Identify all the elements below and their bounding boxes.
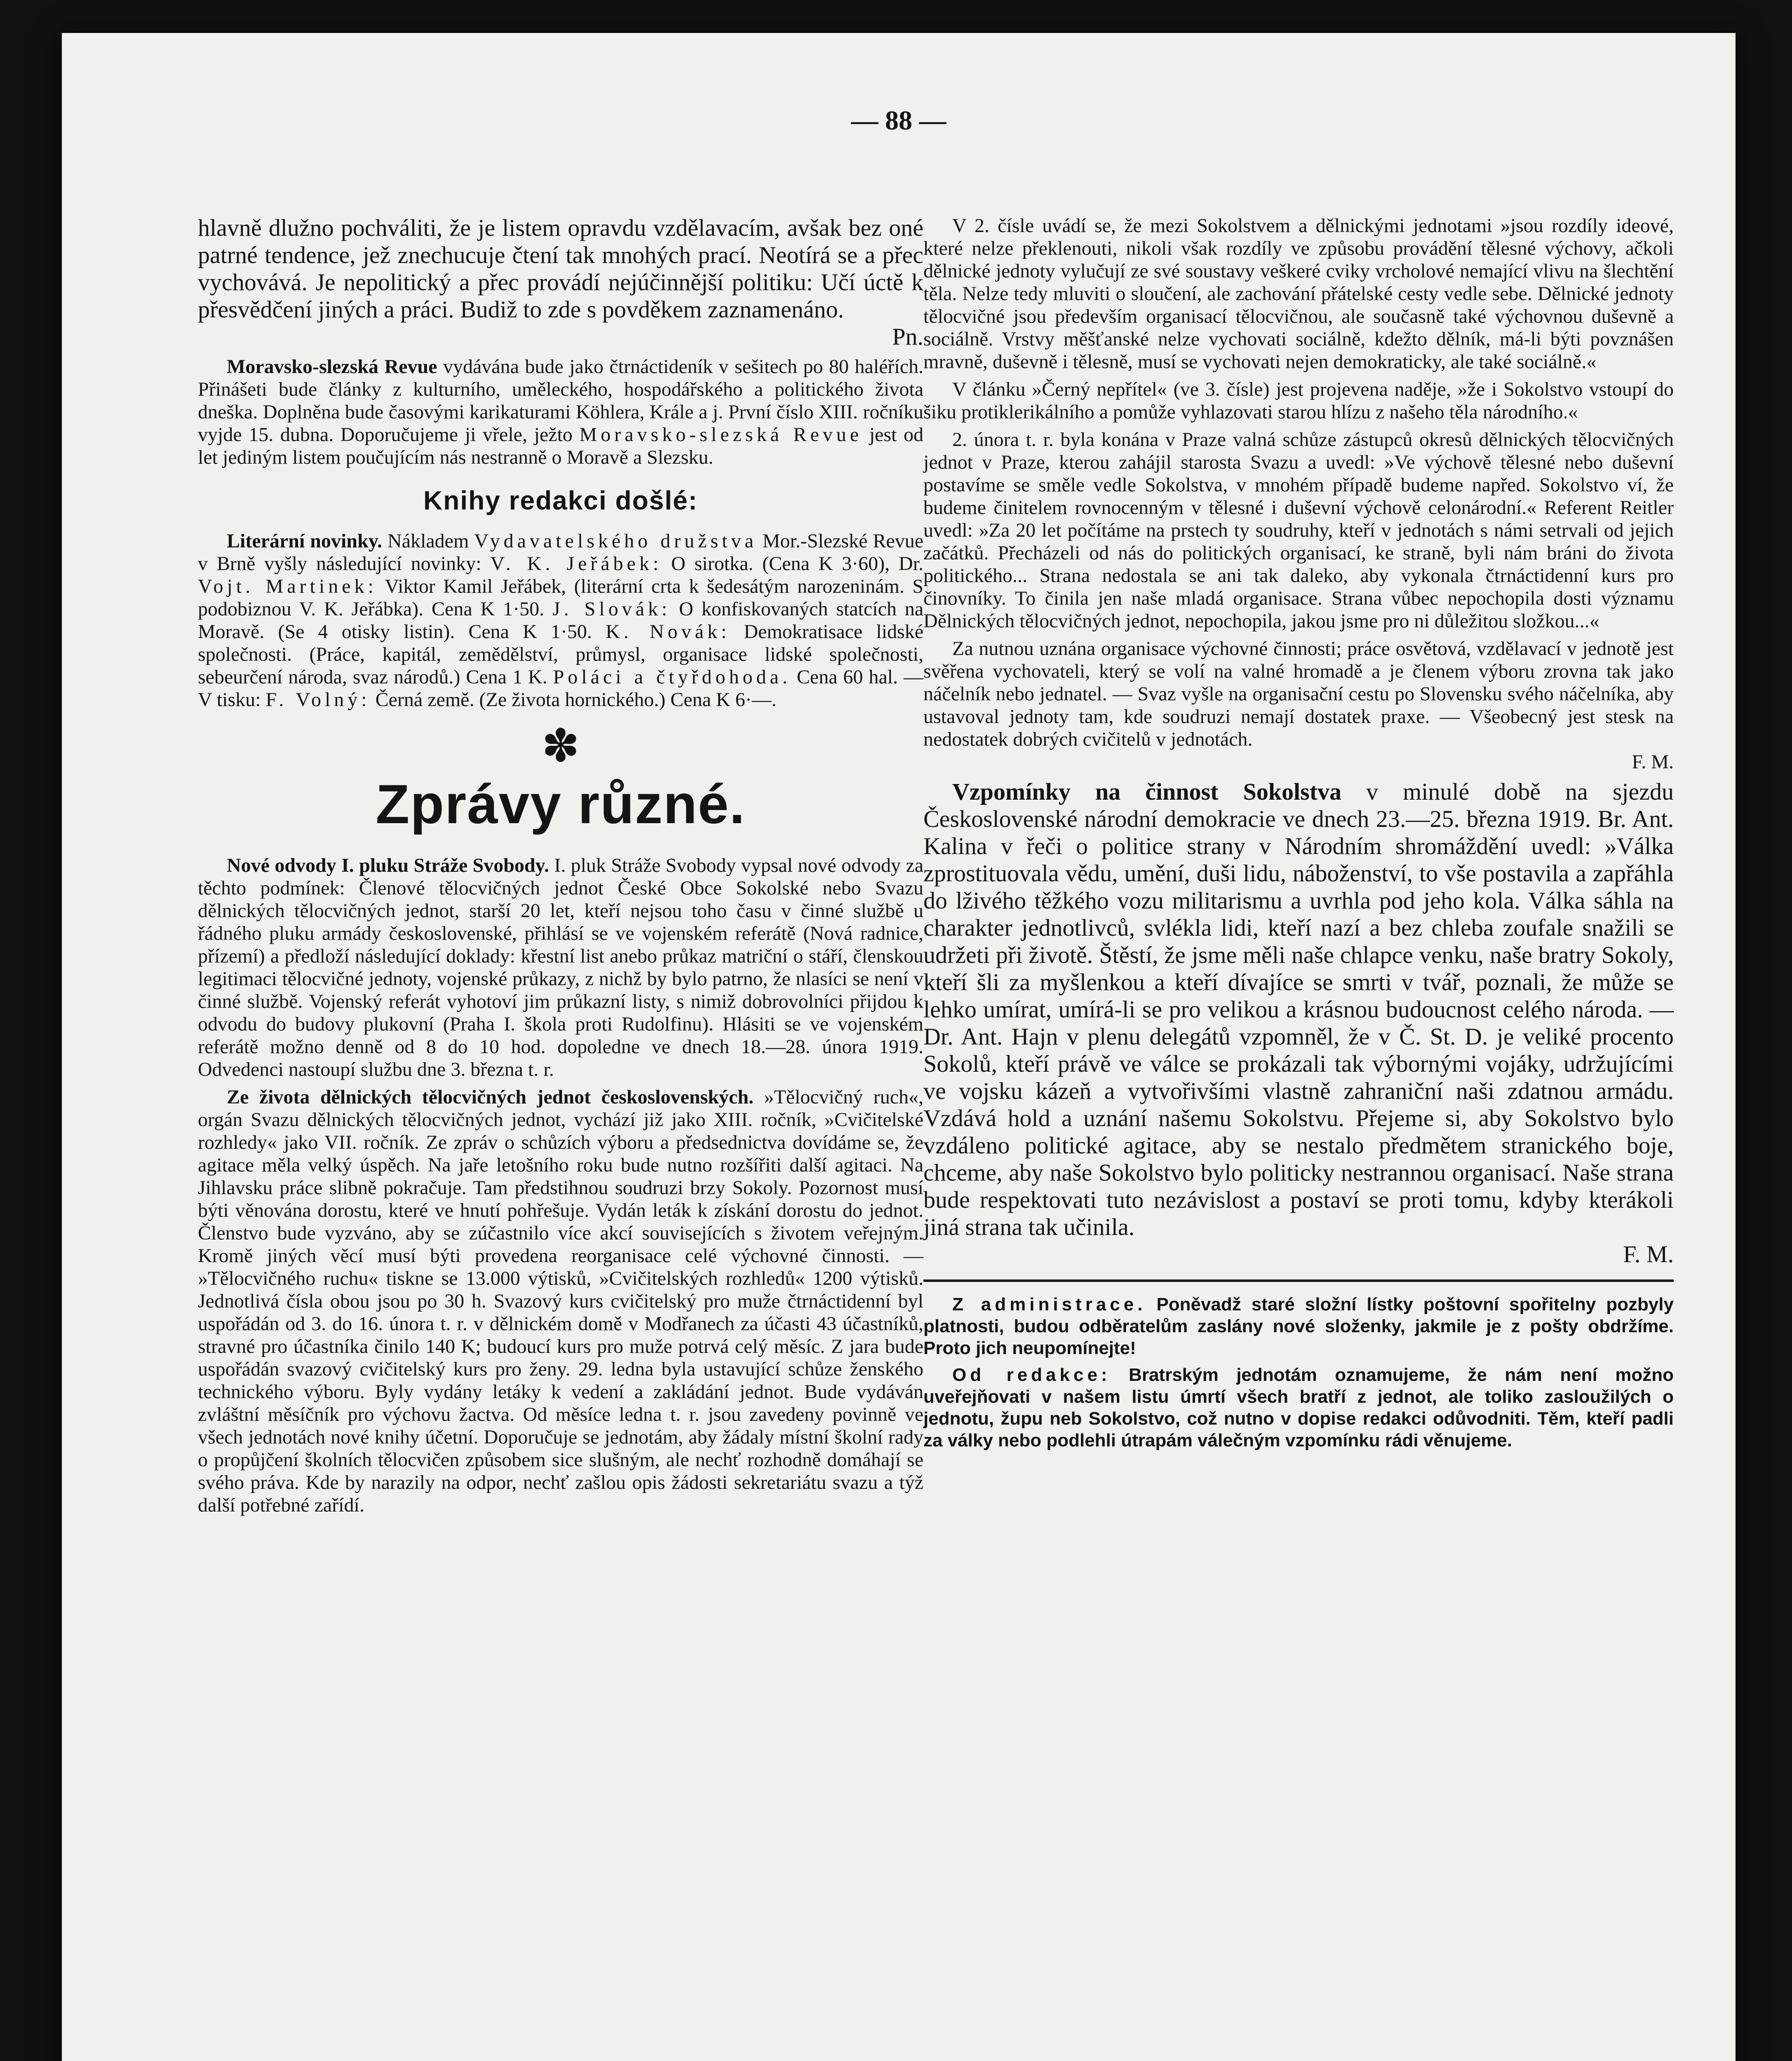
books-e: O konfiskovaných statcích na Moravě. (Se 4 otisky listin). Cena K 1·50. [198,598,924,643]
black-enemy-paragraph: V článku »Černý nepřítel« (ve 3. čísle) jest projevena naděje, »že i Sokolstvo vstoupí do šiku protiklerikálního a pomůže vyhlazovati starou hlízu z našeho těla národního.« [923,378,1674,423]
books-h: Černá země. (Ze života hornického.) Cena K 6·—. [375,689,777,711]
memories-signature: F. M. [1623,1241,1674,1268]
revue-lead: Moravsko-slezská Revue [227,356,437,378]
books-author-3: J. Slovák: [552,598,671,620]
books-c: O sirotka. (Cena K 3·60), Dr. [671,553,924,575]
recruitment-paragraph [198,854,923,1081]
administration-lead: Z administrace. [952,1294,1146,1315]
memories-paragraph [923,778,1674,1268]
books-lead: Literární novinky. [227,530,383,552]
right-column [923,214,1674,1456]
memories-text: v minulé době na sjezdu Československé národní demokracie ve dnech 23.—25. března 1919. Br. Ant. Kalina v řeči o politice strany v Národním shromáždění uvedl: »Válka zprostituovala vědu, umění, duši lidu, náboženství, to vše postavila a zapřáhla do lživého těžkého vozu militarismu a uvrhla pod jeho kola. Válka sáhla na charakter jednotlivců, svlékla lidi, kteří nazí a bez chleba zoufale snažili se udržeti při životě. Štěstí, že jsme měli naše chlapce venku, naše bratry Sokoly, kteří šli za myšlenkou a kteří dívajíce se smrti v tvář, poznali, že může se lehko umírat, umírá-li se pro velikou a krásnou budoucnost celého národa. — Dr. Ant. Hajn v plenu delegátů vzpomněl, že v Č. St. D. je veliké procento Sokolů, kteří právě ve válce se prokázali tak výbornými vojáky, udržujícími ve vojsku kázeň a vytvořivšími vlastně zahraniční naši zdatnou armádu. Vzdává hold a uznání našemu Sokolstvu. Přejeme si, aby Sokolstvo bylo vzdáleno politické agitace, aby se nestalo předmětem stranického boje, chceme, aby naše Sokolstvo bylo politicky nestrannou organisací. Naše strana bude respektovati tuto nezávislost a postaví se proti tomu, kdyby kterákoli jiná strana tak učinila. [923,778,1674,1240]
page-sheet [62,33,1736,2061]
flower-ornament-icon: ✽ [541,721,580,771]
left-column [198,214,923,1521]
memories-lead: Vzpomínky na činnost Sokolstva [952,778,1342,805]
books-publisher: Vydavatelského družstva [474,530,757,552]
books-author-5: Poláci a čtyřdohoda. [553,666,791,688]
revue-spaced: Moravsko-slezská Revue [579,424,863,446]
recruitment-lead: Nové odvody I. pluku Stráže Svobody. [227,854,549,876]
books-author-2: Vojt. Martinek: [198,575,377,597]
books-author-6: F. Volný: [265,689,371,711]
education-paragraph [923,637,1674,773]
editorial-lead: Od redakce: [952,1365,1111,1385]
editorial-notice [923,1364,1674,1451]
divider [923,1279,1674,1282]
books-a: Nákladem [388,530,469,552]
news-title: Zprávy různé. [376,774,746,835]
revue-tail: jest od let jediným listem poučujícím nás nestranně o Moravě a Slezsku. [198,424,923,468]
administration-notice [923,1293,1674,1359]
revue-text: vydávána bude jako čtrnáctideník v sešitech po 80 haléřích. Přinášeti bude články z kulturního, uměleckého, hospodářského a politického života dneška. Doplněna bude časovými karikaturami Köhlera, Krále a j. První číslo XIII. ročníku vyjde 15. dubna. Doporučujeme ji vřele, ježto [198,356,924,446]
workers-gym-lead: Ze života dělnických tělocvičných jednot československých. [227,1086,754,1108]
notices [923,1293,1674,1451]
books-paragraph [198,530,923,711]
review-signature: Pn. [892,323,923,350]
revue-paragraph [198,355,923,469]
books-author-1: V. K. Jeřábek: [490,553,662,575]
review-text: hlavně dlužno pochváliti, že je listem opravdu vzdělavacím, avšak bez oné patrné tendence, jež znechucuje čtení tak mnohých prací. Neotírá se a přec vychovává. Je nepolitický a přec provádí nejúčinnější politiku: Učí úctě k přesvědčení jiných a práci. Budiž to zde s povděkem zaznamenáno. [198,214,923,323]
recruitment-text: I. pluk Stráže Svobody vypsal nové odvody za těchto podmínek: Členové tělocvičných jednot České Obce Sokolské nebo Svazu dělnických tělocvičných jednot, starší 20 let, kteří nejsou toho času v činné službě u řádného pluku armády československé, přihlásí se ve vojenském referátě (Nová radnice, přízemí) a předloží následující doklady: křestní list anebo průkaz matriční o stáří, členskou legitimaci tělocvičné jednoty, vojenské průkazy, z nichž by bylo patrno, že nlasíci se není v činné službě. Vojenský referát vyhotoví jim průkazní listy, s nimiž dobrovolníci přijdou k odvodu do budovy plukovní (Praha I. škola proti Rudolfinu). Hlásiti se ve vojenském referátě možno denně od 8 do 10 hod. dopoledne ve dnech 18.—28. února 1919. Odvedenci nastoupí službu dne 3. března t. r. [198,854,923,1080]
books-author-4: K. Novák: [606,621,730,643]
education-text: Za nutnou uznána organisace výchovné činnosti; práce osvětová, vzdělavací v jednotě jest svěřena vychovateli, který se volí na valné hromadě a je členem výboru zrovna tak jako náčelník nebo jednatel. — Svaz vyšle na organisační cestu po Slovensku svého náčelníka, aby ustavoval jednoty tam, kde soudruzi nemají dostatek praxe. — Všeobecný jest stesk na nedostatek dobrých cvičitelů v jednotách. [923,638,1674,750]
workers-gym-text: »Tělocvičný ruch«, orgán Svazu dělnických tělocvičných jednot, vychází již jako XIII. ročník, »Cvičitelské rozhledy« jako VII. ročník. Ze zpráv o schůzích výboru a předsednictva dovídáme se, že agitace měla velký úspěch. Na jaře letošního roku bude nutno rozšířiti další agitaci. Na Jihlavsku práce slibně pokračuje. Tam předstihnou soudruzi brzy Sokoly. Pozornost musí býti věnována dorostu, které ve hnutí pohřešuje. Vydán leták k získání dorostu do jednot. Členstvo bude vyzváno, aby se zúčastnilo více akcí souvisejících s životem veřejným. Kromě jiných věcí musí býti provedena reorganisace celé výchovné činnosti. — »Tělocvičného ruchu« tiskne se 13.000 výtisků, »Cvičitelských rozhledů« 1200 výtisků. Jednotlivá čísla obou jsou po 30 h. Svazový kurs cvičitelský pro muže čtrnáctidenní byl uspořádán od 3. do 16. února t. r. v dělnickém domě v Modřanech za účasti 43 účastníků, stravné pro účastníka činilo 140 K; budoucí kurs pro muže potrvá celý měsíc. Z jara bude uspořádán svazový cvičitelský kurs pro ženy. 29. ledna byla ustavující schůze ženského technického výboru. Byly vydány letáky k vedení a zakládání jednot. Bude vydáván zvláštní měsíčník pro výchovu žactva. Od měsíce ledna t. r. jsou zavedeny povinně ve všech jednotách nové knihy účetní. Doporučuje se jednotám, aby žádaly místní školní rady o propůjčení školních tělocvičen způsobem sice slušným, ale nechť rozhodně domáhají se svého práva. Kde by narazily na odpor, nechť zašlou opis žádosti sekretariátu svazu a týž další potřebné zařídí. [198,1086,923,1516]
assembly-paragraph: 2. února t. r. byla konána v Praze valná schůze zástupců okresů dělnických tělocvičných jednot v Praze, kterou zahájil starosta Svazu a uvedl: »Ve výchově tělesné nebo duševní postavíme se směle vedle Sokolstva, v mnohém případě budeme napřed. Sokolstvo ví, že budeme činitelem rovnocenným v tělesné i duševní výchově celonárodní.« Referent Reitler uvedl: »Za 20 let počítáme na prstech ty soudruhy, kteří v jednotách s námi setrvali od jejich začátků. Přecházeli od nás do politických organisací, ke straně, byli nám bráni do života politického... Strana nedostala se ani tak daleko, aby vykonala čtrnáctidenní kurs pro činovníky. To činila jen naše mladá organisace. Strana vůbec nepochopila dosti významu Dělnických tělocvičných jednot, nepochopila, jakou jsme pro ni důležitou složkou...« [923,429,1674,632]
books-g: Cena 60 hal. — V tisku: [198,666,924,711]
books-d: Viktor Kamil Jeřábek, (literární crta k šedesátým narozeninám. S podobiznou V. K. Jeřábka). Cena K 1·50. [198,575,923,620]
education-signature: F. M. [1632,751,1674,773]
issue-two-paragraph: V 2. čísle uvádí se, že mezi Sokolstvem a dělnickými jednotami »jsou rozdíly ideové, které nelze překlenouti, nikoli však rozdíly ve způsobu provádění tělesné výchovy, ačkoli dělnické jednoty vylučují ze své soustavy veškeré cviky vrcholové nemající vlivu na šlechtění těla. Nelze tedy mluviti o sloučení, ale zachování přátelské cesty vedle sebe. Dělnické jednoty tělocvičné jsou především organisací tělocvičnou, ale současně také výchovnou duševně a sociálně. Vrstvy měšťanské nelze vychovati sociálně, kdežto dělník, má-li býti povznášen mravně, duševně i tělesně, musí se vychovati nejen demokraticky, ale také sociálně.« [923,215,1674,373]
review-paragraph [198,214,923,350]
administration-text: Poněvadž staré složní lístky poštovní spořitelny pozbyly platnosti, budou odběratelům zaslány nové složenky, jakmile je z pošty obdržíme. Proto jich neupomínejte! [923,1294,1674,1358]
books-b: Mor.-Slezské Revue v Brně vyšly následující novinky: [198,530,923,575]
workers-gym-paragraph [198,1086,923,1516]
editorial-text: Bratrským jednotám oznamujeme, že nám není možno uveřejňovati v našem listu úmrtí všech bratří z jednot, ale toliko zasloužilých o jednotu, župu neb Sokolstvo, což nutno v dopise redakci odůvodniti. Těm, kteří padli za války nebo podlehli útrapám válečným vzpomínku rádi věnujeme. [923,1365,1674,1451]
books-heading: Knihy redakci došlé: [423,486,698,515]
page-number: — 88 — [851,106,946,136]
books-f: Demokratisace lidské společnosti. (Práce, kapitál, zemědělství, průmysl, organisace lidské společnosti, sebeurčení národa, svaz národů.) Cena 1 K. [198,621,924,688]
